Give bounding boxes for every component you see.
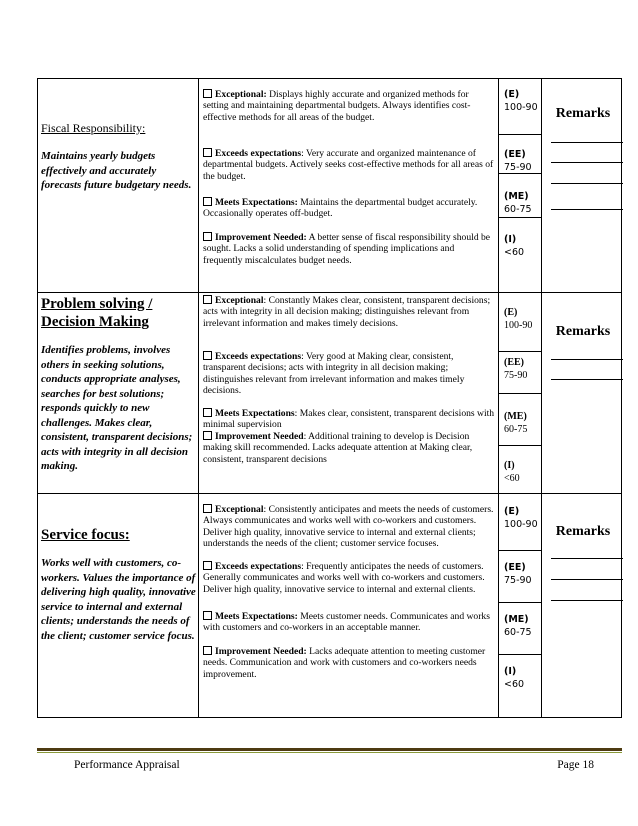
remarks-line[interactable] — [551, 558, 623, 559]
checkbox[interactable] — [203, 504, 212, 513]
remarks-line[interactable] — [551, 579, 623, 580]
checkbox[interactable] — [203, 89, 212, 98]
remarks-line[interactable] — [551, 600, 623, 601]
remarks-heading: Remarks — [555, 524, 611, 539]
level-exceeds: Exceeds expectations: Frequently anticipates the needs of customers. Generally communicates and works well with co-workers and customers. Deliver high quality, innovative service to internal and external clients. — [203, 561, 485, 595]
checkbox[interactable] — [203, 561, 212, 570]
score-me: (ME) 60-75 — [504, 191, 532, 215]
score-divider — [498, 445, 541, 446]
remarks-line[interactable] — [551, 162, 623, 163]
level-exceeds: Exceeds expectations: Very accurate and organized maintenance of departmental budgets. Actively seeks cost-effective methods for all areas of the budget. — [203, 148, 494, 182]
checkbox[interactable] — [203, 611, 212, 620]
score-divider — [498, 173, 541, 174]
score-divider — [498, 550, 541, 551]
checkbox[interactable] — [203, 431, 212, 440]
level-exceptional: Exceptional: Displays highly accurate and organized methods for setting and maintaining departmental budgets. Always identifies cost-effective methods for all areas of the budget. — [203, 89, 471, 123]
checkbox[interactable] — [203, 351, 212, 360]
criterion-title: Service focus: — [41, 527, 130, 543]
score-me: (ME) 60-75 — [504, 411, 528, 435]
level-improvement: Improvement Needed: Lacks adequate attention to meeting customer needs. Communication and work with customers and co-workers needs improvement. — [203, 646, 486, 680]
score-divider — [498, 602, 541, 603]
remarks-heading: Remarks — [555, 106, 611, 121]
level-exceptional: Exceptional: Constantly Makes clear, consistent, transparent decisions; acts with integrity in all decision making; distinguishes relevant from irrelevant information and makes timely decisions. — [203, 295, 491, 329]
remarks-cell — [545, 79, 621, 292]
remarks-line[interactable] — [551, 379, 623, 380]
criterion-cell — [41, 121, 197, 193]
score-divider — [498, 654, 541, 655]
score-i: (I) <60 — [504, 234, 525, 258]
level-exceeds: Exceeds expectations: Very good at Making clear, consistent, transparent decisions; acts with integrity in all decision making; distinguishes relevant from irrelevant information and makes timely decisions. — [203, 351, 465, 397]
footer-title: Performance Appraisal — [74, 759, 180, 771]
remarks-line[interactable] — [551, 142, 623, 143]
level-meets: Meets Expectations: Makes clear, consistent, transparent decisions with minimal supervision — [203, 408, 495, 431]
page-number: Page 18 — [557, 759, 594, 771]
criterion-title: Fiscal Responsibility: — [41, 121, 146, 135]
section-problem-solving — [38, 292, 621, 493]
level-improvement: Improvement Needed: Additional training to develop is Decision making skill recommended. Lacks adequate attention at Making clear, consistent, transparent decisions — [203, 431, 473, 465]
score-me: (ME) 60-75 — [504, 614, 532, 638]
remarks-cell — [545, 293, 621, 494]
criterion-cell — [41, 526, 197, 643]
checkbox[interactable] — [203, 232, 212, 241]
score-e: (E) 100-90 — [504, 506, 538, 530]
footer-rule-light — [37, 752, 622, 753]
appraisal-table — [37, 78, 622, 718]
level-meets: Meets Expectations: Maintains the departmental budget accurately. Occasionally operates off-budget. — [203, 197, 478, 220]
score-i: (I) <60 — [504, 666, 525, 690]
section-fiscal-responsibility — [38, 79, 621, 292]
remarks-line[interactable] — [551, 183, 623, 184]
remarks-cell — [545, 494, 621, 719]
remarks-line[interactable] — [551, 209, 623, 210]
score-ee: (EE) 75-90 — [504, 562, 532, 586]
level-exceptional: Exceptional: Consistently anticipates and meets the needs of customers. Always communicates and works well with co-workers and customers. Deliver high quality, innovative service to internal and external clients; understands the needs of the client; customer service focuses. — [203, 504, 494, 550]
criterion-description: Maintains yearly budgets effectively and accurately forecasts future budgetary needs. — [41, 150, 192, 191]
score-divider — [498, 351, 541, 352]
checkbox[interactable] — [203, 148, 212, 157]
criterion-cell — [41, 295, 197, 474]
section-service-focus — [38, 493, 621, 718]
footer-rule-dark — [37, 748, 622, 751]
checkbox[interactable] — [203, 197, 212, 206]
checkbox[interactable] — [203, 408, 212, 417]
checkbox[interactable] — [203, 295, 212, 304]
remarks-line[interactable] — [551, 359, 623, 360]
score-divider — [498, 217, 541, 218]
score-ee: (EE) 75-90 — [504, 357, 528, 381]
score-e: (E) 100-90 — [504, 89, 538, 113]
score-e: (E) 100-90 — [504, 307, 533, 331]
level-meets: Meets Expectations: Meets customer needs. Communicates and works with customers and co-workers in an acceptable manner. — [203, 611, 490, 634]
level-improvement: Improvement Needed: A better sense of fiscal responsibility should be sought. Lacks a solid understanding of spending implications and frequently miscalculates budget needs. — [203, 232, 491, 266]
score-ee: (EE) 75-90 — [504, 149, 532, 173]
criterion-description: Identifies problems, involves others in seeking solutions, conducts appropriate analyses, searches for best solutions; responds quickly to new challenges. Makes clear, consistent, transparent decisions; acts with integrity in all decision making. — [41, 344, 193, 472]
remarks-heading: Remarks — [555, 324, 611, 339]
score-i: (I) <60 — [504, 460, 520, 484]
criterion-title: Problem solving / Decision Making — [41, 296, 153, 330]
criterion-description: Works well with customers, co-workers. Values the importance of delivering high quality, innovative service to internal and external clients; understands the needs of the client; customer service focus. — [41, 557, 196, 642]
score-divider — [498, 134, 541, 135]
checkbox[interactable] — [203, 646, 212, 655]
score-divider — [498, 393, 541, 394]
